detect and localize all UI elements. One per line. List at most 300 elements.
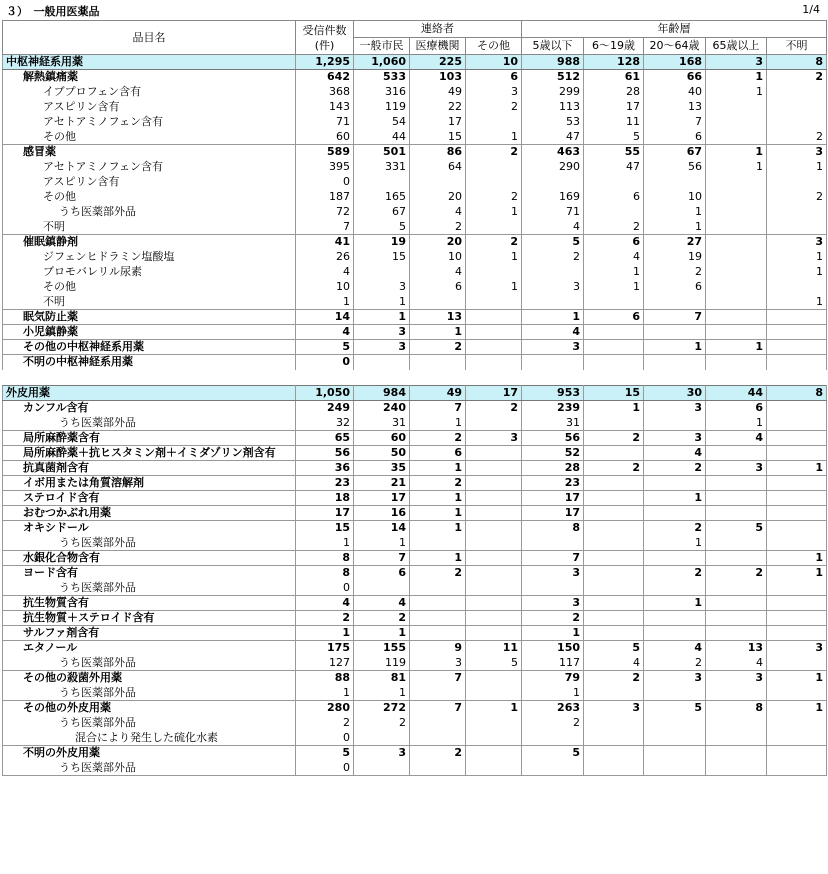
cell-age-65plus: 1 (706, 145, 767, 160)
cell-age-under5: 2 (522, 250, 584, 265)
cell-age-65plus (706, 761, 767, 776)
cell-age-65plus (706, 355, 767, 370)
item-name: 中枢神経系用薬 (3, 55, 296, 70)
cell-age-65plus: 3 (706, 55, 767, 70)
cell-cases (296, 370, 354, 386)
cell-age-6-19 (584, 596, 644, 611)
cell-age-65plus: 8 (706, 701, 767, 716)
item-name: イブプロフェン含有 (3, 85, 296, 100)
header-age-65plus: 65歳以上 (706, 38, 767, 55)
cell-age-20-64 (644, 476, 706, 491)
cell-age-6-19: 128 (584, 55, 644, 70)
cell-age-20-64: 1 (644, 220, 706, 235)
cell-age-under5 (522, 761, 584, 776)
cell-age-under5 (522, 731, 584, 746)
cell-age-unknown: 1 (767, 551, 827, 566)
cell-age-65plus (706, 686, 767, 701)
cell-age-under5: 47 (522, 130, 584, 145)
table-row (3, 476, 827, 491)
cell-contact-medical (410, 761, 466, 776)
cell-age-6-19: 3 (584, 701, 644, 716)
cell-age-under5: 3 (522, 280, 584, 295)
cell-contact-other (466, 160, 522, 175)
cell-contact-medical: 1 (410, 416, 466, 431)
table-row (3, 506, 827, 521)
cell-age-20-64: 2 (644, 461, 706, 476)
table-row (3, 355, 827, 370)
cell-contact-other (466, 536, 522, 551)
cell-contact-medical (410, 355, 466, 370)
cell-age-unknown (767, 431, 827, 446)
cell-age-6-19 (584, 716, 644, 731)
cell-age-20-64: 40 (644, 85, 706, 100)
table-row (3, 671, 827, 686)
table-row (3, 130, 827, 145)
cell-age-65plus (706, 746, 767, 761)
cell-age-6-19 (584, 476, 644, 491)
table-row (3, 536, 827, 551)
cell-age-under5: 953 (522, 386, 584, 401)
cell-contact-other: 6 (466, 70, 522, 85)
cell-age-65plus (706, 626, 767, 641)
cell-age-unknown: 1 (767, 671, 827, 686)
cell-age-unknown: 3 (767, 235, 827, 250)
table-row (3, 446, 827, 461)
cell-age-unknown (767, 656, 827, 671)
cell-age-65plus: 1 (706, 340, 767, 355)
cell-contact-medical (410, 581, 466, 596)
cell-contact-citizen (354, 175, 410, 190)
cell-age-unknown (767, 325, 827, 340)
cell-age-under5: 299 (522, 85, 584, 100)
item-name: 局所麻酔薬含有 (3, 431, 296, 446)
cell-age-unknown: 2 (767, 70, 827, 85)
cell-age-20-64: 1 (644, 491, 706, 506)
cell-age-65plus: 4 (706, 431, 767, 446)
cell-contact-other (466, 686, 522, 701)
cell-age-65plus (706, 280, 767, 295)
cell-contact-medical: 17 (410, 115, 466, 130)
cell-age-unknown (767, 115, 827, 130)
item-name: 混合により発生した硫化水素 (3, 731, 296, 746)
cell-age-unknown (767, 716, 827, 731)
cell-age-6-19 (584, 581, 644, 596)
cell-contact-citizen: 4 (354, 596, 410, 611)
cell-age-20-64: 3 (644, 401, 706, 416)
table-row (3, 85, 827, 100)
table-row (3, 370, 827, 386)
cell-age-20-64 (644, 626, 706, 641)
cell-age-20-64 (644, 746, 706, 761)
table-row (3, 566, 827, 581)
cell-age-under5: 5 (522, 746, 584, 761)
cell-contact-other (466, 476, 522, 491)
table-row (3, 310, 827, 325)
cell-cases: 10 (296, 280, 354, 295)
cell-age-6-19 (584, 686, 644, 701)
cell-age-unknown (767, 746, 827, 761)
cell-contact-other (466, 716, 522, 731)
cell-age-20-64: 2 (644, 656, 706, 671)
cell-contact-citizen: 60 (354, 431, 410, 446)
cell-contact-other: 2 (466, 235, 522, 250)
cell-age-6-19 (584, 521, 644, 536)
cell-cases: 4 (296, 265, 354, 280)
cell-contact-medical: 1 (410, 325, 466, 340)
cell-contact-medical: 15 (410, 130, 466, 145)
table-row (3, 145, 827, 160)
cell-contact-other: 1 (466, 250, 522, 265)
cell-contact-citizen: 44 (354, 130, 410, 145)
item-name: サルファ剤含有 (3, 626, 296, 641)
cell-age-6-19 (584, 175, 644, 190)
page-header (0, 0, 828, 20)
cell-contact-other: 1 (466, 130, 522, 145)
cell-age-20-64 (644, 175, 706, 190)
cell-contact-other (466, 295, 522, 310)
cell-contact-medical (410, 175, 466, 190)
cell-age-65plus (706, 506, 767, 521)
cell-age-20-64: 66 (644, 70, 706, 85)
cell-contact-citizen (354, 761, 410, 776)
cell-contact-medical: 2 (410, 220, 466, 235)
cell-age-20-64: 3 (644, 431, 706, 446)
cell-cases: 280 (296, 701, 354, 716)
cell-contact-medical: 64 (410, 160, 466, 175)
cell-age-under5: 988 (522, 55, 584, 70)
cell-age-65plus (706, 731, 767, 746)
cell-age-20-64 (644, 325, 706, 340)
cell-age-unknown: 1 (767, 295, 827, 310)
cell-age-unknown (767, 491, 827, 506)
table-row (3, 70, 827, 85)
cell-age-unknown: 2 (767, 130, 827, 145)
cell-contact-other: 17 (466, 386, 522, 401)
cell-contact-citizen: 119 (354, 100, 410, 115)
cell-contact-medical: 2 (410, 476, 466, 491)
cell-contact-medical: 49 (410, 386, 466, 401)
cell-age-6-19 (584, 295, 644, 310)
header-contact-other: その他 (466, 38, 522, 55)
cell-contact-other (466, 626, 522, 641)
cell-contact-citizen: 16 (354, 506, 410, 521)
cell-age-20-64: 1 (644, 205, 706, 220)
cell-cases: 41 (296, 235, 354, 250)
cell-cases: 17 (296, 506, 354, 521)
cell-age-unknown (767, 761, 827, 776)
cell-age-under5: 290 (522, 160, 584, 175)
cell-contact-other: 1 (466, 280, 522, 295)
table-row (3, 265, 827, 280)
cell-age-20-64: 56 (644, 160, 706, 175)
cell-contact-medical: 7 (410, 671, 466, 686)
cell-age-under5: 28 (522, 461, 584, 476)
cell-contact-medical: 2 (410, 566, 466, 581)
cell-age-under5 (522, 355, 584, 370)
cell-age-under5: 1 (522, 626, 584, 641)
cell-contact-medical (410, 686, 466, 701)
cell-age-6-19: 17 (584, 100, 644, 115)
cell-cases: 368 (296, 85, 354, 100)
item-name: うち医薬部外品 (3, 716, 296, 731)
cell-age-unknown: 8 (767, 55, 827, 70)
cell-cases: 5 (296, 340, 354, 355)
cell-age-65plus: 44 (706, 386, 767, 401)
cell-contact-citizen: 165 (354, 190, 410, 205)
cell-age-6-19 (584, 416, 644, 431)
cell-age-6-19 (584, 626, 644, 641)
cell-age-65plus (706, 596, 767, 611)
cell-age-under5: 2 (522, 611, 584, 626)
cell-contact-citizen: 21 (354, 476, 410, 491)
header-age-under5: 5歳以下 (522, 38, 584, 55)
item-name: その他 (3, 130, 296, 145)
table-row (3, 280, 827, 295)
cell-contact-medical: 2 (410, 340, 466, 355)
table-row (3, 596, 827, 611)
cell-age-20-64: 168 (644, 55, 706, 70)
cell-contact-other: 2 (466, 145, 522, 160)
cell-contact-other: 10 (466, 55, 522, 70)
cell-age-unknown (767, 205, 827, 220)
cell-contact-medical: 103 (410, 70, 466, 85)
cell-age-unknown (767, 370, 827, 386)
cell-age-unknown (767, 401, 827, 416)
cell-age-65plus (706, 265, 767, 280)
table-body (3, 55, 827, 776)
cell-age-20-64: 30 (644, 386, 706, 401)
cell-contact-other: 2 (466, 401, 522, 416)
cell-age-20-64 (644, 686, 706, 701)
item-name: エタノール (3, 641, 296, 656)
cell-contact-medical: 10 (410, 250, 466, 265)
cell-age-6-19 (584, 566, 644, 581)
cell-contact-citizen: 3 (354, 340, 410, 355)
cell-age-20-64: 1 (644, 536, 706, 551)
cell-cases: 26 (296, 250, 354, 265)
cell-contact-citizen: 67 (354, 205, 410, 220)
cell-age-6-19: 61 (584, 70, 644, 85)
cell-age-unknown (767, 476, 827, 491)
cell-age-under5 (522, 536, 584, 551)
table-row (3, 175, 827, 190)
cell-cases: 4 (296, 325, 354, 340)
cell-age-unknown (767, 596, 827, 611)
table-row (3, 761, 827, 776)
table-row (3, 521, 827, 536)
cell-contact-medical: 49 (410, 85, 466, 100)
cell-contact-other (466, 220, 522, 235)
table-row (3, 641, 827, 656)
cell-contact-medical: 1 (410, 506, 466, 521)
cell-age-6-19 (584, 761, 644, 776)
cell-contact-citizen: 316 (354, 85, 410, 100)
cell-age-under5: 79 (522, 671, 584, 686)
cell-age-20-64 (644, 506, 706, 521)
cell-contact-other (466, 521, 522, 536)
cell-age-20-64: 6 (644, 280, 706, 295)
item-name: 抗生物質＋ステロイド含有 (3, 611, 296, 626)
cell-contact-medical (410, 596, 466, 611)
cell-age-under5: 17 (522, 491, 584, 506)
cell-age-6-19 (584, 536, 644, 551)
cell-age-under5: 53 (522, 115, 584, 130)
cell-contact-other (466, 370, 522, 386)
cell-age-20-64: 7 (644, 115, 706, 130)
section-title: ３） 一般用医薬品 (6, 5, 100, 18)
cell-age-6-19 (584, 731, 644, 746)
table-row (3, 431, 827, 446)
item-name: うち医薬部外品 (3, 581, 296, 596)
header-item-name: 品目名 (3, 21, 296, 55)
cell-age-unknown: 3 (767, 145, 827, 160)
cell-contact-citizen: 1 (354, 686, 410, 701)
cell-age-under5: 1 (522, 686, 584, 701)
cell-age-20-64: 27 (644, 235, 706, 250)
cell-contact-citizen: 54 (354, 115, 410, 130)
cell-age-6-19: 2 (584, 220, 644, 235)
cell-age-unknown (767, 355, 827, 370)
cell-age-under5: 31 (522, 416, 584, 431)
cell-age-unknown: 1 (767, 250, 827, 265)
cell-age-6-19: 55 (584, 145, 644, 160)
cell-age-6-19: 28 (584, 85, 644, 100)
cell-contact-citizen: 6 (354, 566, 410, 581)
cell-age-65plus (706, 325, 767, 340)
table-row (3, 491, 827, 506)
cell-age-65plus (706, 611, 767, 626)
cell-contact-citizen: 1 (354, 310, 410, 325)
cell-age-unknown: 1 (767, 461, 827, 476)
table-row (3, 416, 827, 431)
cell-cases: 8 (296, 566, 354, 581)
cell-contact-other: 2 (466, 190, 522, 205)
cell-contact-citizen: 984 (354, 386, 410, 401)
item-name: 小児鎮静薬 (3, 325, 296, 340)
cell-age-6-19: 6 (584, 190, 644, 205)
cell-age-65plus (706, 175, 767, 190)
table-row (3, 55, 827, 70)
table-row (3, 701, 827, 716)
cell-age-20-64: 4 (644, 641, 706, 656)
cell-age-unknown (767, 626, 827, 641)
cell-contact-citizen (354, 265, 410, 280)
item-name: うち医薬部外品 (3, 536, 296, 551)
table-row (3, 581, 827, 596)
cell-age-under5: 1 (522, 310, 584, 325)
table-row (3, 611, 827, 626)
cell-age-20-64 (644, 761, 706, 776)
table-row (3, 325, 827, 340)
cell-age-20-64 (644, 731, 706, 746)
cell-age-20-64 (644, 551, 706, 566)
item-name: アスピリン含有 (3, 100, 296, 115)
cell-age-65plus (706, 491, 767, 506)
cell-cases: 5 (296, 746, 354, 761)
cell-cases: 32 (296, 416, 354, 431)
cell-age-65plus: 4 (706, 656, 767, 671)
item-name: その他の中枢神経系用薬 (3, 340, 296, 355)
cell-contact-other (466, 506, 522, 521)
cell-age-20-64 (644, 355, 706, 370)
cell-cases: 60 (296, 130, 354, 145)
cell-contact-other (466, 416, 522, 431)
cell-age-6-19 (584, 370, 644, 386)
cell-contact-other: 11 (466, 641, 522, 656)
cell-contact-other (466, 746, 522, 761)
table-row (3, 656, 827, 671)
item-name: 眠気防止薬 (3, 310, 296, 325)
cell-age-unknown: 2 (767, 190, 827, 205)
page-number: 1/4 (802, 3, 820, 16)
cell-cases: 0 (296, 581, 354, 596)
cell-contact-citizen: 35 (354, 461, 410, 476)
cell-contact-citizen: 533 (354, 70, 410, 85)
cell-age-under5: 8 (522, 521, 584, 536)
cell-contact-citizen (354, 370, 410, 386)
cell-age-65plus (706, 115, 767, 130)
item-name: 抗生物質含有 (3, 596, 296, 611)
table-row (3, 551, 827, 566)
table-row (3, 205, 827, 220)
cell-age-65plus: 6 (706, 401, 767, 416)
cell-contact-citizen: 272 (354, 701, 410, 716)
cell-cases: 15 (296, 521, 354, 536)
cell-cases: 0 (296, 761, 354, 776)
cell-age-unknown: 1 (767, 566, 827, 581)
cell-age-under5: 3 (522, 566, 584, 581)
cell-age-65plus: 3 (706, 671, 767, 686)
cell-cases: 187 (296, 190, 354, 205)
cell-contact-other (466, 310, 522, 325)
item-name: ブロモバレリル尿素 (3, 265, 296, 280)
cell-age-6-19 (584, 325, 644, 340)
cell-age-under5: 17 (522, 506, 584, 521)
cell-age-unknown (767, 536, 827, 551)
cell-age-20-64: 6 (644, 130, 706, 145)
cell-cases: 72 (296, 205, 354, 220)
cell-cases: 2 (296, 611, 354, 626)
cell-age-65plus (706, 716, 767, 731)
item-name: ステロイド含有 (3, 491, 296, 506)
cell-contact-medical: 3 (410, 656, 466, 671)
cell-age-under5 (522, 175, 584, 190)
cell-contact-medical: 22 (410, 100, 466, 115)
cell-contact-other: 2 (466, 100, 522, 115)
item-name: 不明の中枢神経系用薬 (3, 355, 296, 370)
cell-age-20-64: 2 (644, 265, 706, 280)
cell-age-65plus (706, 295, 767, 310)
cell-age-under5: 52 (522, 446, 584, 461)
table-row (3, 716, 827, 731)
item-name: 局所麻酔薬＋抗ヒスタミン剤＋イミダゾリン剤含有 (3, 446, 296, 461)
cell-age-6-19 (584, 446, 644, 461)
cell-age-unknown (767, 220, 827, 235)
cell-contact-other: 1 (466, 701, 522, 716)
cell-age-under5: 4 (522, 220, 584, 235)
cell-cases: 175 (296, 641, 354, 656)
cell-age-unknown (767, 446, 827, 461)
cell-contact-other (466, 611, 522, 626)
cell-age-6-19: 1 (584, 280, 644, 295)
cell-age-unknown (767, 175, 827, 190)
item-name: 不明 (3, 295, 296, 310)
cell-age-unknown (767, 686, 827, 701)
item-name: 感冒薬 (3, 145, 296, 160)
cell-contact-other: 3 (466, 431, 522, 446)
cell-age-65plus (706, 100, 767, 115)
cell-contact-medical (410, 611, 466, 626)
